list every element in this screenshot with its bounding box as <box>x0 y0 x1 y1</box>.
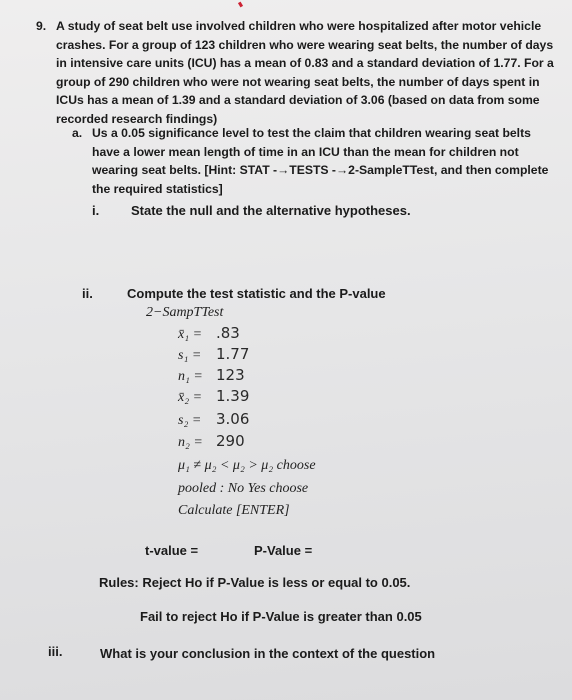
n1-value: 123 <box>216 366 245 384</box>
question-number: 9. <box>36 19 47 33</box>
x1-label: x̄₁ = <box>178 327 203 342</box>
question-text: A study of seat belt use involved children who were hospitalized after motor vehicle crashes. For a group of 123 children who were wearing seat belts, the number of days in intensive care units (ICU) has a mean of 0.83 and a standard deviation of 1.77. For a group of 290 children who were not wearing seat belts, the number of days spent in ICUs has a mean of 1.39 and a standard deviation of 3.06 (based on data from some recorded research findings) <box>56 19 554 126</box>
part-a-text: Us a 0.05 significance level to test the claim that children wearing seat belts have a lower mean length of time in an ICU than the mean for children not wearing seat belts. [Hint: STAT -→TESTS -→2-SampleTTest, and then complete the required statistics] <box>92 126 549 196</box>
calc-title: 2−SampTTest <box>146 305 224 320</box>
rule-reject: Rules: Reject Ho if P-Value is less or equal to 0.05. <box>99 575 411 590</box>
s1-label: s₁ = <box>178 348 202 363</box>
t-value-label: t-value = <box>145 543 199 558</box>
part-i-text: State the null and the alternative hypotheses. <box>131 203 411 218</box>
s1-value: 1.77 <box>216 345 250 363</box>
pooled-options: pooled : No Yes choose <box>178 481 309 496</box>
part-ii-text: Compute the test statistic and the P-value <box>127 286 386 301</box>
part-iii-label: iii. <box>48 644 63 659</box>
part-iii-text: What is your conclusion in the context of the question <box>100 646 436 661</box>
n2-label: n₂ = <box>178 435 203 450</box>
pen-mark <box>238 2 243 8</box>
x2-value: 1.39 <box>216 387 250 405</box>
part-a <box>72 124 552 198</box>
n2-value: 290 <box>216 432 245 450</box>
x1-value: .83 <box>216 324 240 342</box>
p-value-label: P-Value = <box>254 543 313 558</box>
s2-value: 3.06 <box>216 410 250 428</box>
rule-fail: Fail to reject Ho if P-Value is greater than 0.05 <box>140 609 422 624</box>
calculate-line: Calculate [ENTER] <box>178 503 290 518</box>
n1-label: n₁ = <box>178 369 203 384</box>
question-9 <box>36 17 556 129</box>
part-a-label: a. <box>72 126 83 140</box>
x2-label: x̄₂ = <box>178 390 203 405</box>
alt-hypothesis-options: μ₁ ≠ μ₂ < μ₂ > μ₂ choose <box>178 458 316 473</box>
part-ii-label: ii. <box>82 286 93 301</box>
s2-label: s₂ = <box>178 413 202 428</box>
part-i-label: i. <box>92 203 100 218</box>
